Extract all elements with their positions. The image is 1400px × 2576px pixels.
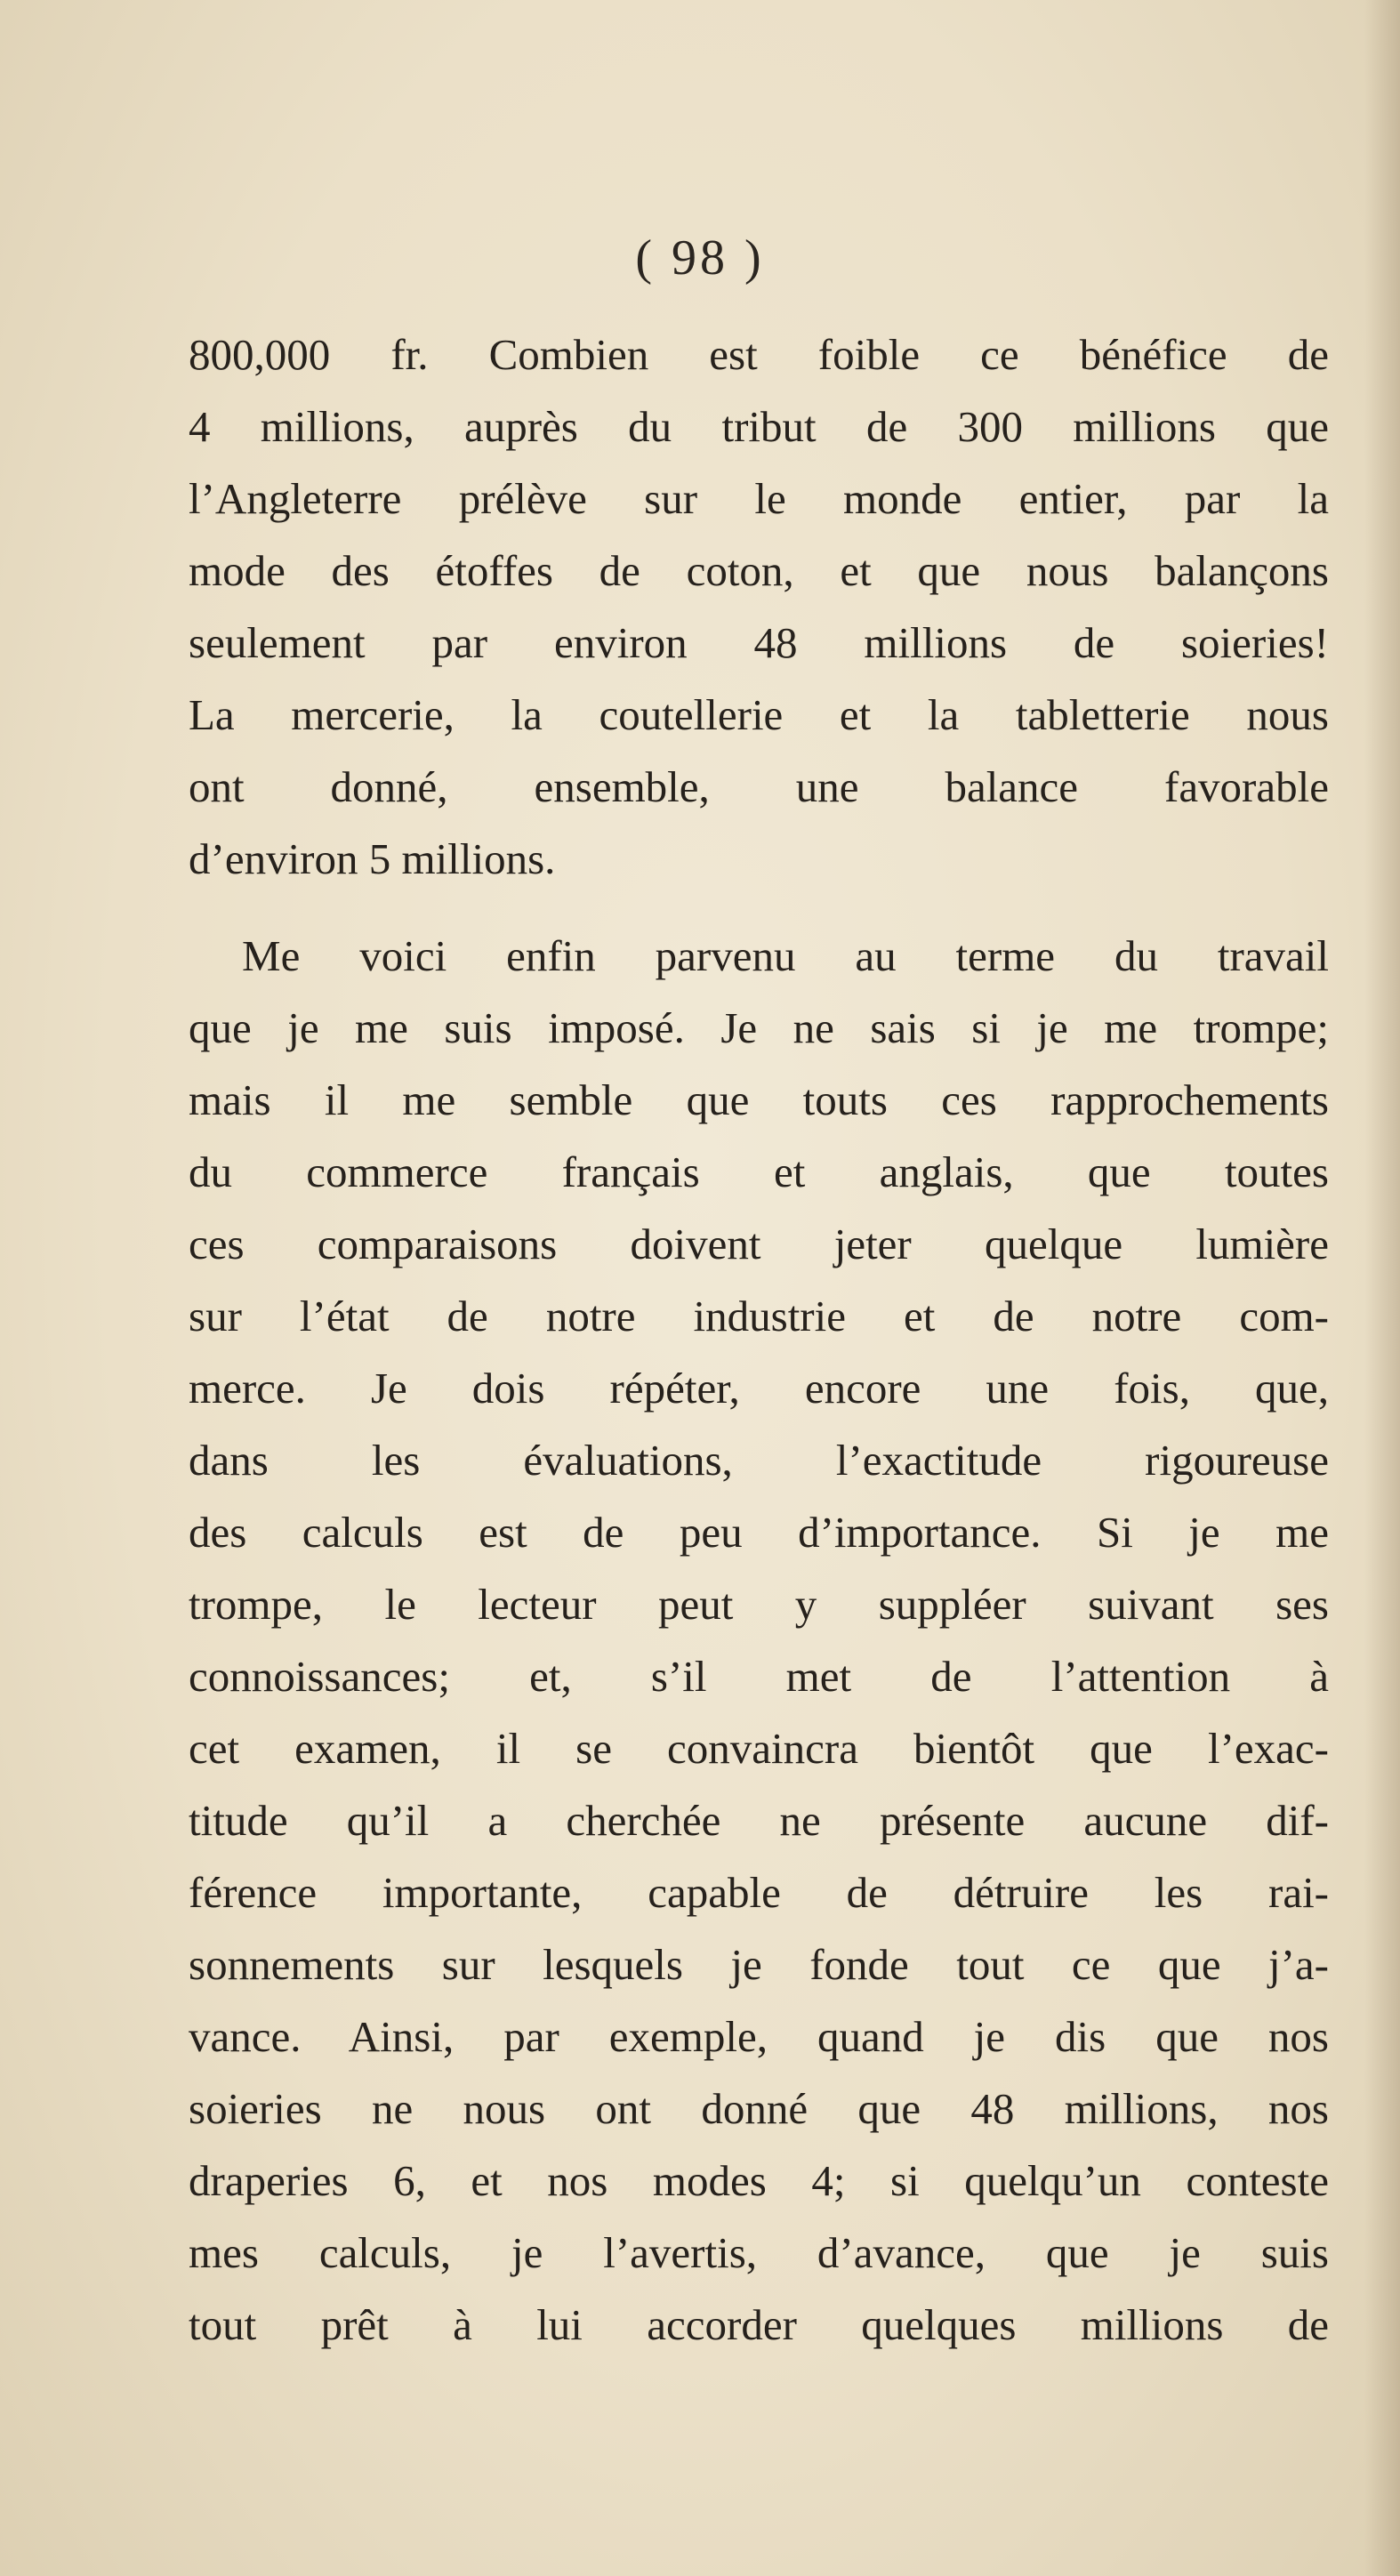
text-line: seulement par environ 48 millions de soieries! [189, 618, 1329, 667]
text-line: draperies 6, et nos modes 4; si quelqu’un conteste [189, 2156, 1329, 2205]
text-line: sur l’état de notre industrie et de notre com- [189, 1292, 1329, 1340]
text-line: ont donné, ensemble, une balance favorable [189, 762, 1329, 811]
text-line: 800,000 fr. Combien est foible ce bénéfice de [189, 330, 1329, 379]
text-line: connoissances; et, s’il met de l’attention à [189, 1652, 1329, 1701]
text-line: merce. Je dois répéter, encore une fois, que, [189, 1364, 1329, 1413]
text-line: sonnements sur lesquels je fonde tout ce que j’a- [189, 1940, 1329, 1989]
text-line: trompe, le lecteur peut y suppléer suivant ses [189, 1580, 1329, 1629]
body-text [189, 318, 1329, 2361]
text-line: du commerce français et anglais, que toutes [189, 1147, 1329, 1196]
text-line: vance. Ainsi, par exemple, quand je dis que nos [189, 2012, 1329, 2061]
text-line: tout prêt à lui accorder quelques millions de [189, 2300, 1329, 2349]
text-line: mode des étoffes de coton, et que nous balançons [189, 546, 1329, 595]
text-line: mais il me semble que touts ces rapprochements [189, 1075, 1329, 1124]
text-line: La mercerie, la coutellerie et la tabletterie nous [189, 690, 1329, 739]
text-line: l’Angleterre prélève sur le monde entier, par la [189, 474, 1329, 523]
text-line: Me voici enfin parvenu au terme du travail [242, 931, 1329, 980]
text-line: d’environ 5 millions. [189, 834, 556, 883]
text-line: soieries ne nous ont donné que 48 millions, nos [189, 2084, 1329, 2133]
text-line: titude qu’il a cherchée ne présente aucune dif- [189, 1796, 1329, 1845]
text-line: ces comparaisons doivent jeter quelque lumière [189, 1220, 1329, 1268]
page-number: ( 98 ) [635, 230, 765, 286]
text-line: cet examen, il se convaincra bientôt que l’exac- [189, 1724, 1329, 1773]
text-line: des calculs est de peu d’importance. Si je me [189, 1508, 1329, 1557]
text-line: férence importante, capable de détruire les rai- [189, 1868, 1329, 1917]
text-line: 4 millions, auprès du tribut de 300 millions que [189, 402, 1329, 451]
text-line: que je me suis imposé. Je ne sais si je me trompe; [189, 1003, 1329, 1052]
text-line: mes calculs, je l’avertis, d’avance, que je suis [189, 2228, 1329, 2277]
text-line: dans les évaluations, l’exactitude rigoureuse [189, 1436, 1329, 1485]
